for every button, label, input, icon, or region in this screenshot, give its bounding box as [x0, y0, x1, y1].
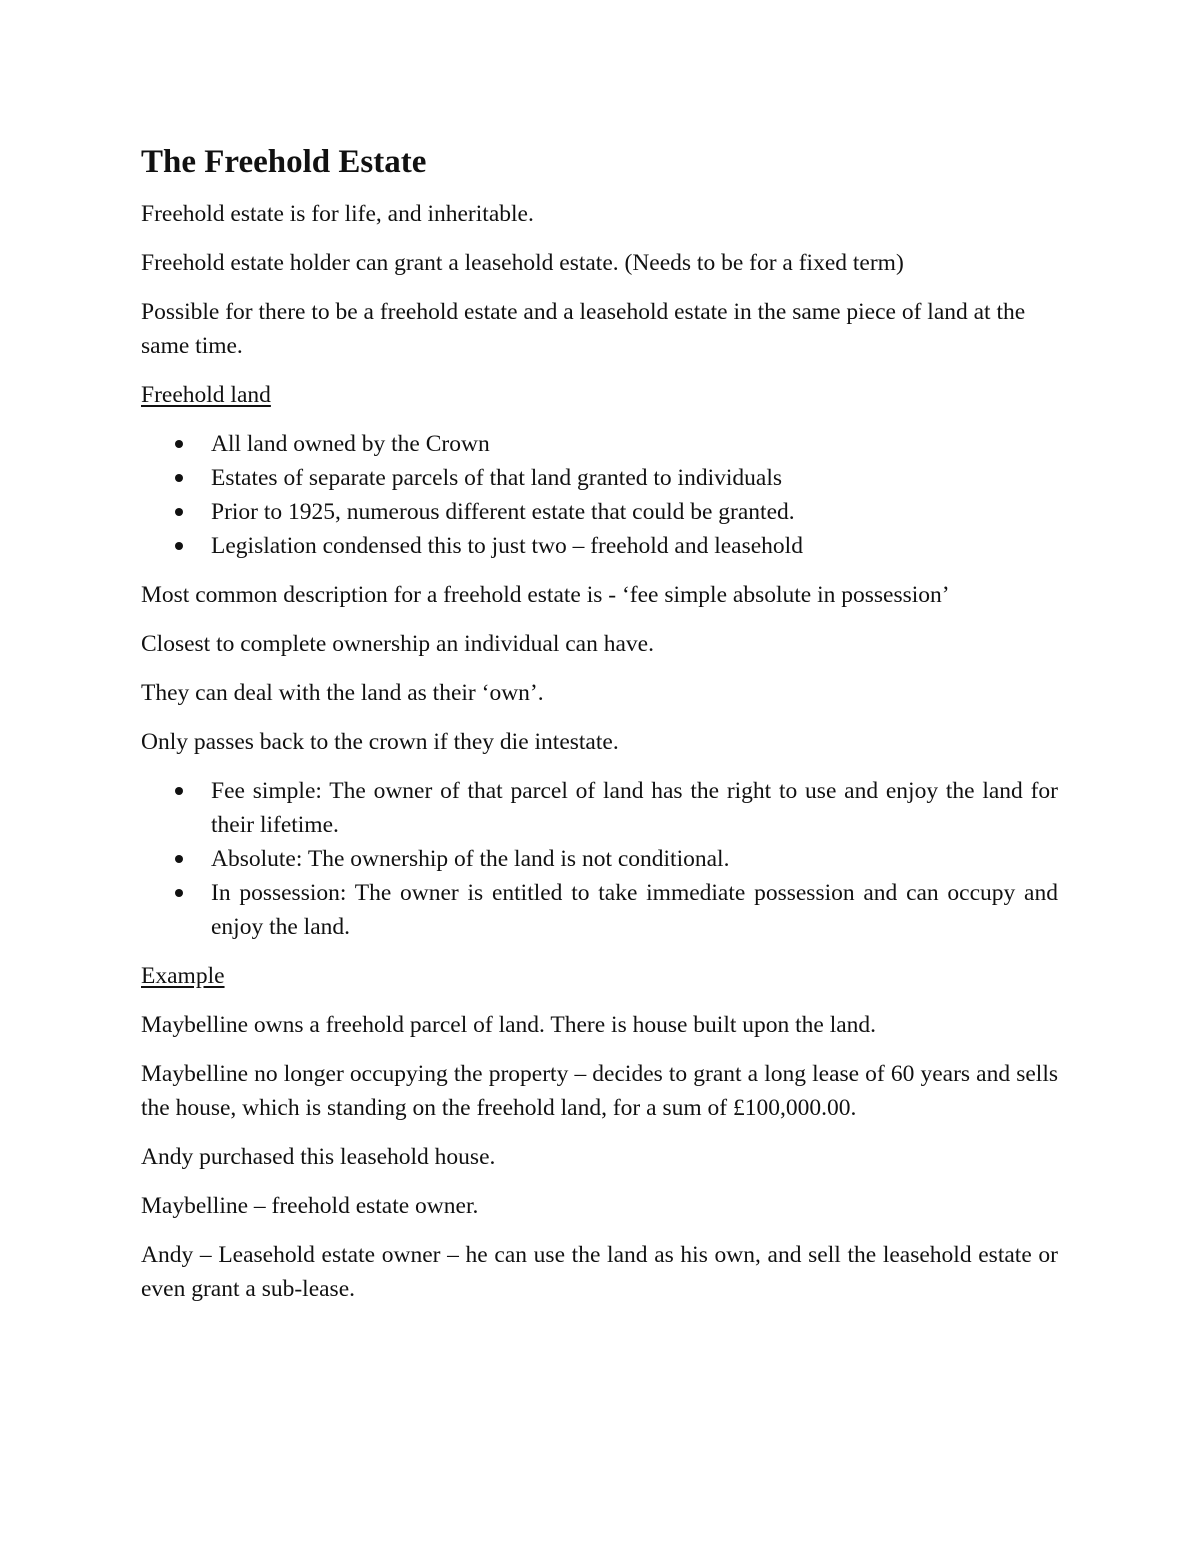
bullet-icon: [175, 542, 183, 550]
bullet-icon: [175, 855, 183, 863]
list-item-text: All land owned by the Crown: [211, 431, 490, 457]
section-heading-example: Example: [141, 963, 225, 989]
list-item-text: Prior to 1925, numerous different estate that could be granted.: [211, 499, 795, 525]
paragraph: Closest to complete ownership an individual can have.: [141, 631, 654, 657]
bullet-icon: [175, 474, 183, 482]
paragraph: Maybelline – freehold estate owner.: [141, 1193, 479, 1219]
list-item-text: Estates of separate parcels of that land granted to individuals: [211, 465, 782, 491]
list-item: [141, 529, 1058, 563]
bullet-list-freehold-land: [141, 427, 1058, 563]
paragraph: Maybelline no longer occupying the property – decides to grant a long lease of 60 years and sells the house, which is standing on the freehold land, for a sum of £100,000.00.: [141, 1061, 1058, 1121]
list-item-text: Fee simple: The owner of that parcel of land has the right to use and enjoy the land for their lifetime.: [211, 778, 1058, 838]
list-item: [141, 876, 1058, 944]
bullet-icon: [175, 889, 183, 897]
list-item: [141, 842, 1058, 876]
section-heading-freehold-land: Freehold land: [141, 382, 271, 408]
list-item: [141, 774, 1058, 842]
paragraph: Only passes back to the crown if they die intestate.: [141, 729, 619, 755]
list-item: [141, 427, 1058, 461]
bullet-icon: [175, 508, 183, 516]
paragraph: They can deal with the land as their ‘own’.: [141, 680, 544, 706]
page-title: The Freehold Estate: [141, 144, 427, 180]
paragraph: Most common description for a freehold estate is - ‘fee simple absolute in possession’: [141, 582, 950, 608]
paragraph: Freehold estate holder can grant a leasehold estate. (Needs to be for a fixed term): [141, 250, 904, 276]
list-item-text: Legislation condensed this to just two – freehold and leasehold: [211, 533, 803, 559]
paragraph: Andy – Leasehold estate owner – he can use the land as his own, and sell the leasehold estate or even grant a sub-lease.: [141, 1242, 1058, 1302]
list-item: [141, 495, 1058, 529]
bullet-icon: [175, 440, 183, 448]
list-item-text: Absolute: The ownership of the land is not conditional.: [211, 846, 730, 872]
document-page: [141, 140, 1058, 1321]
bullet-icon: [175, 787, 183, 795]
list-item-text: In possession: The owner is entitled to take immediate possession and can occupy and enjoy the land.: [211, 880, 1058, 940]
list-item: [141, 461, 1058, 495]
paragraph: Andy purchased this leasehold house.: [141, 1144, 496, 1170]
bullet-list-fee-simple-terms: [141, 774, 1058, 944]
paragraph: Possible for there to be a freehold estate and a leasehold estate in the same piece of land at the same time.: [141, 299, 1026, 359]
paragraph: Freehold estate is for life, and inheritable.: [141, 201, 534, 227]
paragraph: Maybelline owns a freehold parcel of land. There is house built upon the land.: [141, 1012, 877, 1038]
